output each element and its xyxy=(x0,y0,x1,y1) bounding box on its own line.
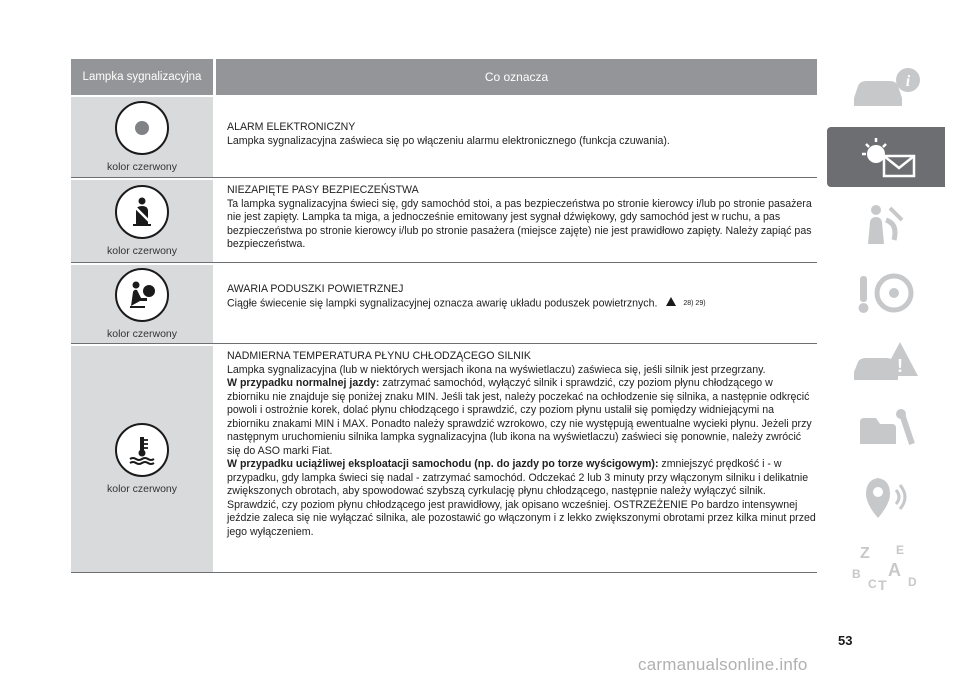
index-letter: Z xyxy=(860,545,870,562)
normal-driving-heading: W przypadku normalnej jazdy: xyxy=(227,377,380,389)
emergency-icon[interactable] xyxy=(827,331,945,391)
multimedia-icon[interactable] xyxy=(827,467,945,527)
index-icon[interactable] xyxy=(827,535,945,595)
normal-driving-text: zatrzymać samochód, wyłączyć silnik i sprawdzić, czy poziom płynu chłodzącego w zbiorniku nie znajduje się poniżej znaku MIN. Jeśli tak jest, należy poczekać na ochłodzenie się silnika, a następnie odkręcić powoli i ostrożnie korek, dolać płynu chłodzącego i sprawdzić, czy poziom płynu ustalił się pomiędzy widniejącymi na zbiorniku znakami MIN i MAX. Ponadto należy sprawdzić wzrokowo, czy nie występują ewentualne wycieki płynu. Jeżeli przy następnym uruchomieniu silnika lampka sygnalizacyjna (lub ikona na wyświetlaczu) zaświeci się ponownie, należy zwrócić się do ASO marki Fiat. xyxy=(227,377,812,457)
lamp-cell xyxy=(71,180,213,262)
heavy-use-paragraph xyxy=(227,458,817,539)
index-letter: B xyxy=(852,567,861,581)
lamp-cell xyxy=(71,97,213,177)
warning-triangle-icon xyxy=(666,297,676,306)
row-title: ALARM ELEKTRONICZNY xyxy=(227,121,356,133)
row-text: Lampka sygnalizacyjna zaświeca się po włączeniu alarmu elektronicznego (funkcja czuwania). xyxy=(227,134,670,147)
heavy-use-text: zmniejszyć prędkość i - w przypadku, gdy lampka świeci się nadal - zatrzymać samochód. Odczekać 2 lub 3 minuty przy włączonym silniku i delikatnie zwiększonych obrotach, aby spowodować szybszą cyrkulację płynu chłodzącego, następnie należy wyłączyć silnik. Sprawdzić, czy poziom płynu chłodzącego jest prawidłowy, jak opisano wcześniej. OSTRZEŻENIE Po bardzo intensywnej jeździe zaleca się nie wyłączać silnika, ale pozostawić go włączonym i z lekko zwiększonymi obrotami przez kilka minut przed jego wyłączeniem. xyxy=(227,458,816,538)
heavy-use-heading: W przypadku uciążliwej eksploatacji samochodu (np. do jazdy po torze wyścigowym): xyxy=(227,458,659,470)
svg-text:i: i xyxy=(905,73,911,90)
lamp-color: kolor czerwony xyxy=(106,161,178,173)
row-text-wrap xyxy=(227,297,817,311)
page-number: 53 xyxy=(838,633,853,648)
index-letter: E xyxy=(896,543,905,557)
maintenance-icon[interactable] xyxy=(827,399,945,459)
meaning-cell xyxy=(213,180,817,262)
meaning-cell xyxy=(213,346,817,572)
steering-wheel-key-icon[interactable] xyxy=(827,263,945,323)
table-row xyxy=(71,180,817,263)
index-letter: C xyxy=(868,577,877,590)
row-text: Ciągłe świecenie się lampki sygnalizacyjnej oznacza awarię układu poduszek powietrznych. xyxy=(227,297,658,310)
table-row xyxy=(71,97,817,178)
seatbelt-icon xyxy=(115,185,169,239)
table-row xyxy=(71,265,817,344)
meaning-cell xyxy=(213,265,817,343)
lamp-color: kolor czerwony xyxy=(106,328,178,340)
coolant-temperature-icon xyxy=(115,423,169,477)
row-title: AWARIA PODUSZKI POWIETRZNEJ xyxy=(227,283,404,295)
normal-driving-paragraph xyxy=(227,377,817,458)
lamp-cell xyxy=(71,265,213,343)
airbag-icon xyxy=(115,268,169,322)
row-text: Lampka sygnalizacyjna (lub w niektórych wersjach ikona na wyświetlaczu) zaświeca się, jeśli silnik jest przegrzany. xyxy=(227,363,766,376)
header-meaning: Co oznacza xyxy=(216,59,817,95)
lamp-cell xyxy=(71,346,213,572)
row-text: Ta lampka sygnalizacyjna świeci się, gdy samochód stoi, a pas bezpieczeństwa po stronie kierowcy i/lub po stronie pasażera nie jest zapięty. Lampka ta miga, a jednocześnie emitowany jest sygnał dźwiękowy, gdy samochód jest w ruchu, a pas bezpieczeństwa po stronie kierowcy i/lub po stronie pasażera (miejsce zajęte) nie jest prawidłowo zapięty. Należy zapiąć pas bezpieczeństwa. xyxy=(227,197,812,250)
table-row xyxy=(71,346,817,573)
table-header xyxy=(71,59,817,95)
meaning-cell xyxy=(213,97,817,177)
lamp-color: kolor czerwony xyxy=(106,245,178,257)
warning-lights-icon[interactable] xyxy=(827,127,945,187)
safety-seat-icon[interactable] xyxy=(827,195,945,255)
index-letter: T xyxy=(878,577,887,590)
header-lamp: Lampka sygnalizacyjna xyxy=(71,59,213,95)
row-title: NIEZAPIĘTE PASY BEZPIECZEŃSTWA xyxy=(227,184,419,196)
index-letter: D xyxy=(908,575,917,589)
lamp-color: kolor czerwony xyxy=(106,483,178,495)
row-title: NADMIERNA TEMPERATURA PŁYNU CHŁODZĄCEGO SILNIK xyxy=(227,350,531,362)
dot-icon xyxy=(115,101,169,155)
car-info-icon[interactable] xyxy=(827,59,945,119)
index-letter: A xyxy=(888,560,901,580)
references: 28) 29) xyxy=(683,299,706,307)
svg-text:!: ! xyxy=(897,356,903,376)
chapter-tabs xyxy=(827,59,945,603)
watermark: carmanualsonline.info xyxy=(638,655,808,674)
warning-lights-table xyxy=(71,59,817,573)
